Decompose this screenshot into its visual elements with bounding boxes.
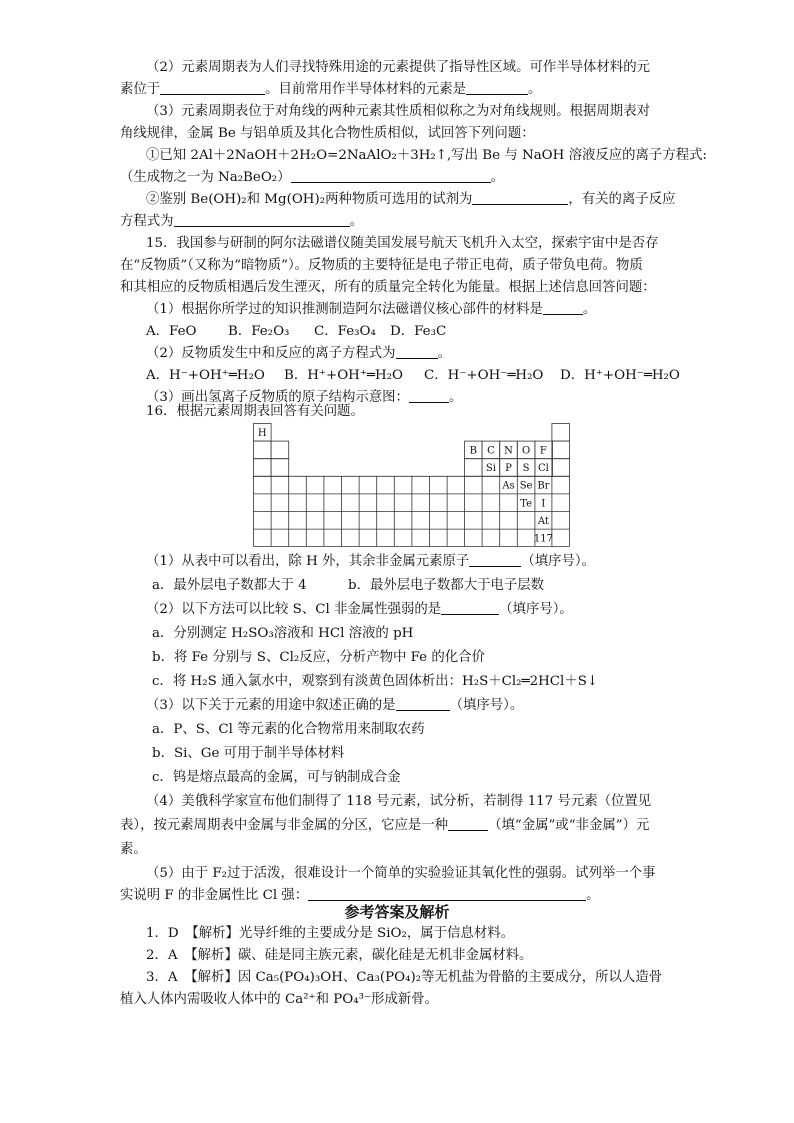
option-c: C．Fe₃O₄: [314, 324, 376, 339]
cell-te: Te: [520, 498, 533, 510]
answer-1: 1．D 【解析】光导纤维的主要成分是 SiO₂，属于信息材料。: [146, 926, 514, 941]
answer-blank[interactable]: [469, 552, 521, 567]
q16-part2: （2）以下方法可以比较 S、Cl 非金属性强弱的是 （填序号）。: [146, 602, 573, 617]
q16-part4-line1: （4）美俄科学家宣布他们制得了 118 号元素，试分析，若制得 117 号元素（位置见: [146, 794, 652, 809]
cell-s: S: [522, 463, 530, 474]
answer-blank[interactable]: [308, 886, 586, 901]
q15-line3: 和其相应的反物质相遇后发生湮灭，所有的质量完全转化为能量。根据上述信息回答问题：: [120, 280, 656, 295]
q15-part3: （3）画出氢离子反物质的原子结构示意图： 。: [146, 390, 463, 405]
cell-cl: Cl: [537, 463, 549, 474]
q15-part2: （2）反物质发生中和反应的离子方程式为 。: [146, 346, 451, 361]
q14-sub2-line1: ②鉴别 Be(OH)₂和 Mg(OH)₂两种物质可选用的试剂为 ，有关的离子反应: [146, 192, 676, 207]
q16-part5-line2: 实说明 F 的非金属性比 Cl 强： 。: [120, 888, 600, 903]
option-a: A．FeO: [146, 324, 197, 339]
cell-si: Si: [485, 463, 496, 474]
answer-blank[interactable]: [441, 600, 499, 615]
q14-part2-line1: （2）元素周期表为人们寻找特殊用途的元素提供了指导性区域。可作半导体材料的元: [146, 60, 650, 75]
q16-part5-line1: （5）由于 F₂过于活泼，很难设计一个简单的实验验证其氧化性的强弱。试列举一个事: [146, 866, 656, 881]
answer-blank[interactable]: [396, 344, 438, 359]
q16-part2-option-a: a．分别测定 H₂SO₃溶液和 HCl 溶液的 pH: [152, 626, 414, 641]
answer-blank[interactable]: [174, 212, 350, 227]
answer-blank[interactable]: [396, 696, 450, 711]
cell-i: I: [541, 498, 546, 510]
q14-sub1-line1: ①已知 2Al＋2NaOH＋2H₂O=2NaAlO₂＋3H₂↑,写出 Be 与 NaOH 溶液反应的离子方程式:: [146, 148, 708, 163]
option-b: b．最外层电子数都大于电子层数: [348, 578, 545, 593]
cell-h: H: [257, 428, 267, 439]
q16-part2-option-c: c．将 H₂S 通入氯水中，观察到有淡黄色固体析出：H₂S＋Cl₂═2HCl＋S↓: [152, 674, 599, 689]
q15-part2-options: [146, 366, 680, 386]
q16-part3-option-c: c．钨是熔点最高的金属，可与钠制成合金: [152, 770, 401, 785]
answer-blank[interactable]: [472, 190, 568, 205]
option-b: B．H⁺+OH⁺═H₂O: [284, 368, 404, 383]
answer-3-line1: 3．A 【解析】因 Ca₅(PO₄)₃OH、Ca₃(PO₄)₂等无机盐为骨骼的主要成分，所以人造骨: [146, 970, 663, 985]
option-b: B．Fe₂O₃: [228, 324, 290, 339]
cell-b: B: [469, 445, 477, 457]
cell-c: C: [487, 445, 495, 457]
cell-br: Br: [537, 480, 550, 492]
q16-title: 16．根据元素周期表回答有关问题。: [146, 404, 364, 419]
cell-se: Se: [519, 480, 533, 492]
q15-line2: 在“反物质”（又称为“暗物质”）。反物质的主要特征是电子带正电荷，质子带负电荷。物质: [120, 258, 643, 273]
q14-part3-line1: （3）元素周期表位于对角线的两种元素其性质相似称之为对角线规则。根据周期表对: [146, 104, 650, 119]
option-c: C．H⁻+OH⁻═H₂O: [424, 368, 544, 383]
cell-as: As: [502, 480, 515, 492]
answer-3-line2: 植入人体内需吸收人体中的 Ca²⁺和 PO₄³⁻形成新骨。: [120, 992, 438, 1007]
answer-blank[interactable]: [409, 388, 449, 403]
answer-blank[interactable]: [291, 168, 491, 183]
q16-part3: （3）以下关于元素的用途中叙述正确的是 （填序号）。: [146, 698, 524, 713]
cell-p: P: [505, 463, 512, 474]
q16-part2-option-b: b．将 Fe 分别与 S、Cl₂反应，分析产物中 Fe 的化合价: [152, 650, 485, 665]
q15-part1: （1）根据你所学过的知识推测制造阿尔法磁谱仪核心部件的材料是 。: [146, 302, 597, 317]
q14-sub1-line2: （生成物之一为 Na₂BeO₂） 。: [120, 170, 504, 185]
option-a: A．H⁻+OH⁺═H₂O: [146, 368, 265, 383]
answer-blank[interactable]: [466, 80, 528, 95]
q16-part4-line3: 素。: [120, 842, 147, 857]
answer-2: 2．A 【解析】碳、硅是同主族元素，碳化硅是无机非金属材料。: [146, 948, 533, 963]
q16-part1: （1）从表中可以看出，除 H 外，其余非金属元素原子 （填序号）。: [146, 554, 595, 569]
cell-n: N: [504, 445, 513, 457]
answer-blank[interactable]: [543, 300, 583, 315]
cell-f: F: [539, 445, 547, 457]
option-d: D．Fe₃C: [390, 324, 447, 339]
answers-heading: 参考答案及解析: [344, 903, 450, 921]
q15-part1-options: [146, 322, 446, 342]
q16-part3-option-a: a．P、S、Cl 等元素的化合物常用来制取农药: [152, 722, 425, 737]
answer-blank[interactable]: [160, 80, 265, 95]
cell-117: 117: [533, 533, 553, 545]
q16-part4-line2: 表），按元素周期表中金属与非金属的分区，它应是一种 （填“金属”或“非金属”）元: [120, 818, 650, 833]
cell-o: O: [521, 445, 531, 457]
option-d: D．H⁺+OH⁻═H₂O: [560, 368, 680, 383]
answer-blank[interactable]: [448, 816, 488, 831]
q14-part2-line2: 素位于 。目前常用作半导体材料的元素是 。: [120, 82, 542, 97]
periodic-table-grid: [253, 423, 571, 547]
q16-part3-option-b: b．Si、Ge 可用于制半导体材料: [152, 746, 345, 761]
q16-part1-options: [152, 576, 544, 596]
periodic-table: [253, 423, 571, 547]
cell-at: At: [537, 515, 549, 527]
q14-part3-line2: 角线规律，金属 Be 与铝单质及其化合物性质相似，试回答下列问题：: [120, 126, 535, 141]
q15-line1: 15．我国参与研制的阿尔法磁谱仪随美国发展号航天飞机升入太空，探索宇宙中是否存: [146, 236, 659, 251]
option-a: a．最外层电子数都大于 4: [152, 578, 307, 593]
q14-sub2-line2: 方程式为 。: [120, 214, 363, 229]
